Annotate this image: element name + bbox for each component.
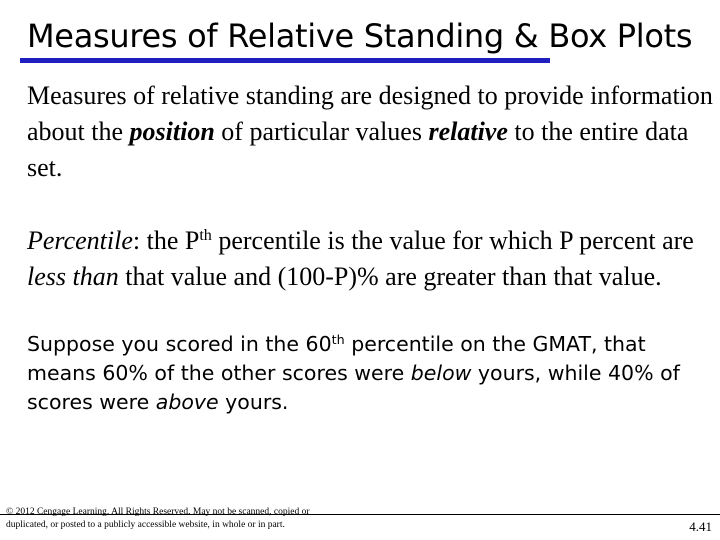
page-number: 4.41 [689, 519, 712, 534]
copyright-notice: © 2012 Cengage Learning. All Rights Reserved. May not be scanned, copied or duplicated, or posted to a publicly accessible website, in whole or in part. [6, 507, 310, 530]
example-emphasis-below: below [410, 361, 472, 385]
intro-text-1: Measures of relative standing are designed to provide information about the [27, 81, 713, 146]
percentile-definition [27, 223, 717, 295]
percentile-superscript: th [199, 227, 212, 245]
title-underline [20, 58, 550, 63]
percentile-term: Percentile [27, 226, 133, 255]
example-superscript: th [331, 332, 345, 348]
example-text-3: yours, while 40% of scores were [27, 361, 680, 414]
example-emphasis-above: above [155, 390, 219, 414]
example-text-2: percentile on the GMAT, that means 60% of the other scores were [27, 332, 646, 385]
intro-emphasis-relative: relative [428, 117, 508, 146]
example-text-1: Suppose you scored in the 60 [27, 332, 332, 356]
intro-text-2: of particular values [214, 117, 429, 146]
intro-paragraph [27, 78, 717, 186]
intro-text-3: to the entire data set. [27, 117, 689, 182]
intro-emphasis-position: position [129, 117, 215, 146]
slide-title: Measures of Relative Standing & Box Plots [27, 17, 693, 55]
percentile-text-3: that value and (100-P)% are greater than that value. [118, 262, 662, 291]
gmat-example [27, 330, 717, 417]
example-text-4: yours. [218, 390, 289, 414]
percentile-text-2: percentile is the value for which P percent are [211, 226, 694, 255]
percentile-text-1: : the P [132, 226, 200, 255]
percentile-emphasis-less-than: less than [27, 262, 119, 291]
